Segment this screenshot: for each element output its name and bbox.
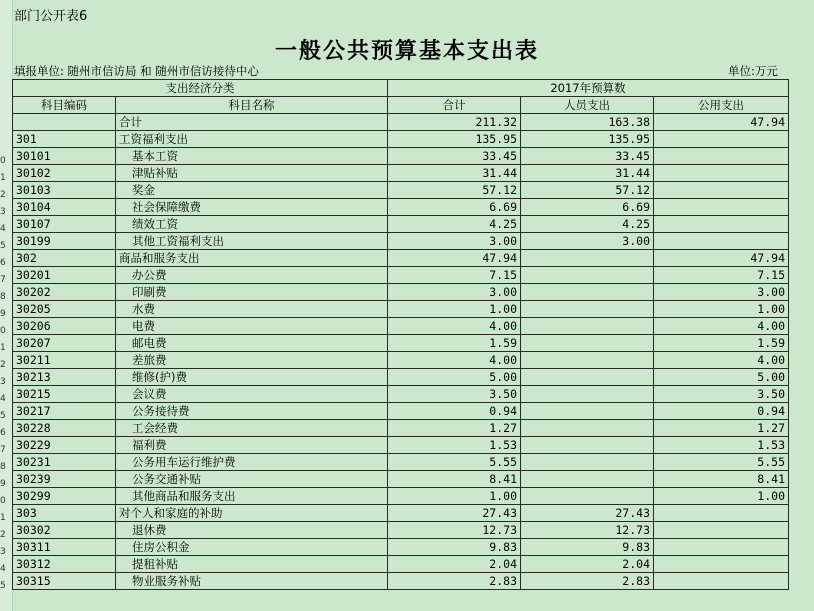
cell-name[interactable]: 住房公积金 [116,539,388,556]
table-row [13,216,789,233]
cell-code[interactable]: 30206 [13,318,116,335]
cell-personnel[interactable]: 57.12 [521,182,654,199]
row-number[interactable] [0,85,12,102]
table-row [13,114,789,131]
cell-public[interactable] [654,505,789,522]
table-row [13,420,789,437]
cell-public[interactable] [654,233,789,250]
table-row [13,437,789,454]
row-number[interactable]: 6 [0,428,6,438]
budget-table [12,79,789,590]
cell-name[interactable]: 提租补贴 [116,556,388,573]
cell-personnel[interactable] [521,352,654,369]
cell-personnel[interactable] [521,369,654,386]
cell-total[interactable]: 5.55 [388,454,521,471]
cell-code[interactable]: 30199 [13,233,116,250]
reporting-unit: 填报单位: 随州市信访局 和 随州市信访接待中心 [14,64,259,78]
table-row [13,267,789,284]
row-number[interactable]: 2 [0,530,6,540]
row-number[interactable]: 0 [0,326,6,336]
cell-name[interactable]: 水费 [116,301,388,318]
cell-personnel[interactable]: 9.83 [521,539,654,556]
cell-name[interactable]: 对个人和家庭的补助 [116,505,388,522]
row-number[interactable]: 1 [0,173,6,183]
cell-public[interactable] [654,165,789,182]
cell-total[interactable]: 2.83 [388,573,521,590]
cell-personnel[interactable]: 2.83 [521,573,654,590]
table-row [13,573,789,590]
table-row [13,522,789,539]
row-number[interactable]: 9 [0,479,6,489]
cell-code[interactable]: 30315 [13,573,116,590]
header-budget-2017[interactable]: 2017年预算数 [388,80,789,97]
cell-total[interactable]: 7.15 [388,267,521,284]
header-total[interactable]: 合计 [388,97,521,114]
cell-name[interactable]: 印刷费 [116,284,388,301]
cell-code[interactable]: 30107 [13,216,116,233]
cell-total[interactable]: 1.00 [388,301,521,318]
row-number[interactable]: 1 [0,513,6,523]
row-number[interactable]: 2 [0,190,6,200]
cell-total[interactable]: 27.43 [388,505,521,522]
cell-code[interactable]: 30229 [13,437,116,454]
header-personnel[interactable]: 人员支出 [521,97,654,114]
cell-name[interactable]: 退休费 [116,522,388,539]
cell-public[interactable] [654,216,789,233]
cell-public[interactable] [654,539,789,556]
header-name[interactable]: 科目名称 [116,97,388,114]
cell-personnel[interactable] [521,420,654,437]
cell-total[interactable]: 4.00 [388,318,521,335]
cell-public[interactable]: 4.00 [654,318,789,335]
cell-public[interactable]: 47.94 [654,114,789,131]
row-number[interactable]: 4 [0,224,6,234]
cell-code[interactable]: 30102 [13,165,116,182]
cell-code[interactable]: 30205 [13,301,116,318]
cell-code[interactable]: 30207 [13,335,116,352]
table-row [13,199,789,216]
cell-code[interactable]: 30302 [13,522,116,539]
row-number[interactable]: 3 [0,377,6,387]
cell-code[interactable]: 30312 [13,556,116,573]
row-number[interactable]: 6 [0,258,6,268]
row-number[interactable]: 8 [0,292,6,302]
row-number[interactable]: 4 [0,394,6,404]
cell-public[interactable]: 1.59 [654,335,789,352]
cell-code[interactable]: 30217 [13,403,116,420]
table-row [13,539,789,556]
cell-code[interactable]: 30101 [13,148,116,165]
cell-name[interactable]: 公务接待费 [116,403,388,420]
cell-total[interactable]: 1.53 [388,437,521,454]
table-row [13,182,789,199]
row-number[interactable]: 5 [0,411,6,421]
row-number[interactable]: 8 [0,462,6,472]
table-row [13,556,789,573]
cell-code[interactable]: 30202 [13,284,116,301]
cell-public[interactable] [654,522,789,539]
cell-total[interactable]: 47.94 [388,250,521,267]
cell-personnel[interactable] [521,471,654,488]
cell-total[interactable]: 4.25 [388,216,521,233]
cell-total[interactable]: 31.44 [388,165,521,182]
table-row [13,352,789,369]
row-number[interactable] [0,119,12,136]
cell-public[interactable]: 1.53 [654,437,789,454]
row-number[interactable]: 7 [0,275,6,285]
cell-total[interactable]: 3.50 [388,386,521,403]
cell-total[interactable]: 12.73 [388,522,521,539]
cell-total[interactable]: 211.32 [388,114,521,131]
cell-personnel[interactable] [521,488,654,505]
table-row [13,148,789,165]
cell-public[interactable]: 5.55 [654,454,789,471]
cell-code[interactable]: 30201 [13,267,116,284]
cell-public[interactable] [654,131,789,148]
row-number[interactable] [0,136,12,153]
cell-name[interactable]: 奖金 [116,182,388,199]
row-number[interactable]: 3 [0,547,6,557]
cell-code[interactable]: 30231 [13,454,116,471]
cell-personnel[interactable]: 2.04 [521,556,654,573]
cell-name[interactable]: 工会经费 [116,420,388,437]
cell-personnel[interactable] [521,454,654,471]
cell-total[interactable]: 3.00 [388,284,521,301]
cell-public[interactable]: 5.00 [654,369,789,386]
cell-personnel[interactable]: 3.00 [521,233,654,250]
cell-name[interactable]: 维修(护)费 [116,369,388,386]
cell-name[interactable]: 基本工资 [116,148,388,165]
header-code[interactable]: 科目编码 [13,97,116,114]
cell-personnel[interactable] [521,318,654,335]
row-number[interactable] [0,0,12,17]
cell-name[interactable]: 社会保障缴费 [116,199,388,216]
cell-name[interactable]: 电费 [116,318,388,335]
cell-total[interactable]: 2.04 [388,556,521,573]
sheet-label: 部门公开表6 [14,9,88,24]
cell-personnel[interactable] [521,386,654,403]
cell-code[interactable]: 30103 [13,182,116,199]
row-number[interactable] [0,17,12,34]
header-economic-classification[interactable]: 支出经济分类 [13,80,388,97]
cell-personnel[interactable] [521,437,654,454]
cell-code[interactable]: 30213 [13,369,116,386]
table-row [13,403,789,420]
cell-total[interactable]: 33.45 [388,148,521,165]
cell-name[interactable]: 其他商品和服务支出 [116,488,388,505]
cell-code[interactable]: 30215 [13,386,116,403]
cell-name[interactable]: 工资福利支出 [116,131,388,148]
cell-public[interactable]: 3.50 [654,386,789,403]
cell-code[interactable]: 30211 [13,352,116,369]
cell-name[interactable]: 其他工资福利支出 [116,233,388,250]
cell-personnel[interactable]: 27.43 [521,505,654,522]
table-row [13,301,789,318]
cell-name[interactable]: 差旅费 [116,352,388,369]
row-number[interactable]: 0 [0,496,6,506]
row-number[interactable]: 5 [0,241,6,251]
table-row [13,505,789,522]
table-row [13,454,789,471]
header-column-row [13,97,789,114]
cell-personnel[interactable] [521,335,654,352]
row-number[interactable]: 5 [0,581,6,591]
cell-public[interactable] [654,556,789,573]
cell-public[interactable]: 47.94 [654,250,789,267]
cell-total[interactable]: 1.00 [388,488,521,505]
header-group-row [13,80,789,97]
table-row [13,131,789,148]
table-row [13,165,789,182]
cell-total[interactable]: 57.12 [388,182,521,199]
row-number[interactable]: 1 [0,343,6,353]
cell-code[interactable]: 30228 [13,420,116,437]
row-number[interactable] [0,102,12,119]
row-number[interactable] [0,68,12,85]
row-number[interactable]: 2 [0,360,6,370]
cell-code[interactable]: 303 [13,505,116,522]
cell-public[interactable]: 7.15 [654,267,789,284]
cell-total[interactable]: 3.00 [388,233,521,250]
cell-public[interactable]: 4.00 [654,352,789,369]
table-row [13,335,789,352]
cell-personnel[interactable] [521,250,654,267]
table-row [13,233,789,250]
cell-public[interactable]: 8.41 [654,471,789,488]
cell-name[interactable]: 邮电费 [116,335,388,352]
cell-personnel[interactable]: 163.38 [521,114,654,131]
cell-personnel[interactable] [521,284,654,301]
cell-public[interactable]: 1.00 [654,488,789,505]
table-row [13,284,789,301]
cell-total[interactable]: 9.83 [388,539,521,556]
cell-personnel[interactable] [521,267,654,284]
cell-total[interactable]: 135.95 [388,131,521,148]
cell-personnel[interactable] [521,301,654,318]
cell-public[interactable]: 0.94 [654,403,789,420]
cell-name[interactable]: 物业服务补贴 [116,573,388,590]
cell-personnel[interactable]: 33.45 [521,148,654,165]
cell-public[interactable]: 1.00 [654,301,789,318]
cell-personnel[interactable]: 12.73 [521,522,654,539]
cell-personnel[interactable]: 6.69 [521,199,654,216]
cell-code[interactable] [13,114,116,131]
table-row [13,369,789,386]
cell-total[interactable]: 5.00 [388,369,521,386]
cell-name[interactable]: 公务用车运行维护费 [116,454,388,471]
row-number[interactable]: 3 [0,207,6,217]
cell-public[interactable] [654,199,789,216]
cell-name[interactable]: 公务交通补贴 [116,471,388,488]
cell-code[interactable]: 30299 [13,488,116,505]
cell-code[interactable]: 30239 [13,471,116,488]
currency-unit: 单位:万元 [728,64,778,78]
cell-personnel[interactable]: 135.95 [521,131,654,148]
cell-name[interactable]: 福利费 [116,437,388,454]
cell-code[interactable]: 30104 [13,199,116,216]
cell-personnel[interactable]: 4.25 [521,216,654,233]
cell-name[interactable]: 绩效工资 [116,216,388,233]
cell-personnel[interactable]: 31.44 [521,165,654,182]
cell-total[interactable]: 0.94 [388,403,521,420]
row-number[interactable]: 4 [0,564,6,574]
table-row [13,250,789,267]
row-number[interactable]: 9 [0,309,6,319]
cell-total[interactable]: 1.27 [388,420,521,437]
table-row [13,318,789,335]
page-title: 一般公共预算基本支出表 [274,38,539,64]
cell-code[interactable]: 302 [13,250,116,267]
row-number[interactable]: 7 [0,445,6,455]
cell-code[interactable]: 30311 [13,539,116,556]
cell-code[interactable]: 301 [13,131,116,148]
cell-name[interactable]: 会议费 [116,386,388,403]
table-row [13,471,789,488]
table-row [13,488,789,505]
cell-total[interactable]: 6.69 [388,199,521,216]
cell-name[interactable]: 合计 [116,114,388,131]
table-row [13,386,789,403]
header-public[interactable]: 公用支出 [654,97,789,114]
row-number[interactable]: 0 [0,156,6,166]
cell-public[interactable]: 3.00 [654,284,789,301]
cell-name[interactable]: 商品和服务支出 [116,250,388,267]
cell-name[interactable]: 办公费 [116,267,388,284]
cell-name[interactable]: 津贴补贴 [116,165,388,182]
cell-personnel[interactable] [521,403,654,420]
cell-public[interactable] [654,148,789,165]
cell-total[interactable]: 4.00 [388,352,521,369]
cell-public[interactable]: 1.27 [654,420,789,437]
cell-public[interactable] [654,573,789,590]
cell-total[interactable]: 8.41 [388,471,521,488]
cell-public[interactable] [654,182,789,199]
cell-total[interactable]: 1.59 [388,335,521,352]
